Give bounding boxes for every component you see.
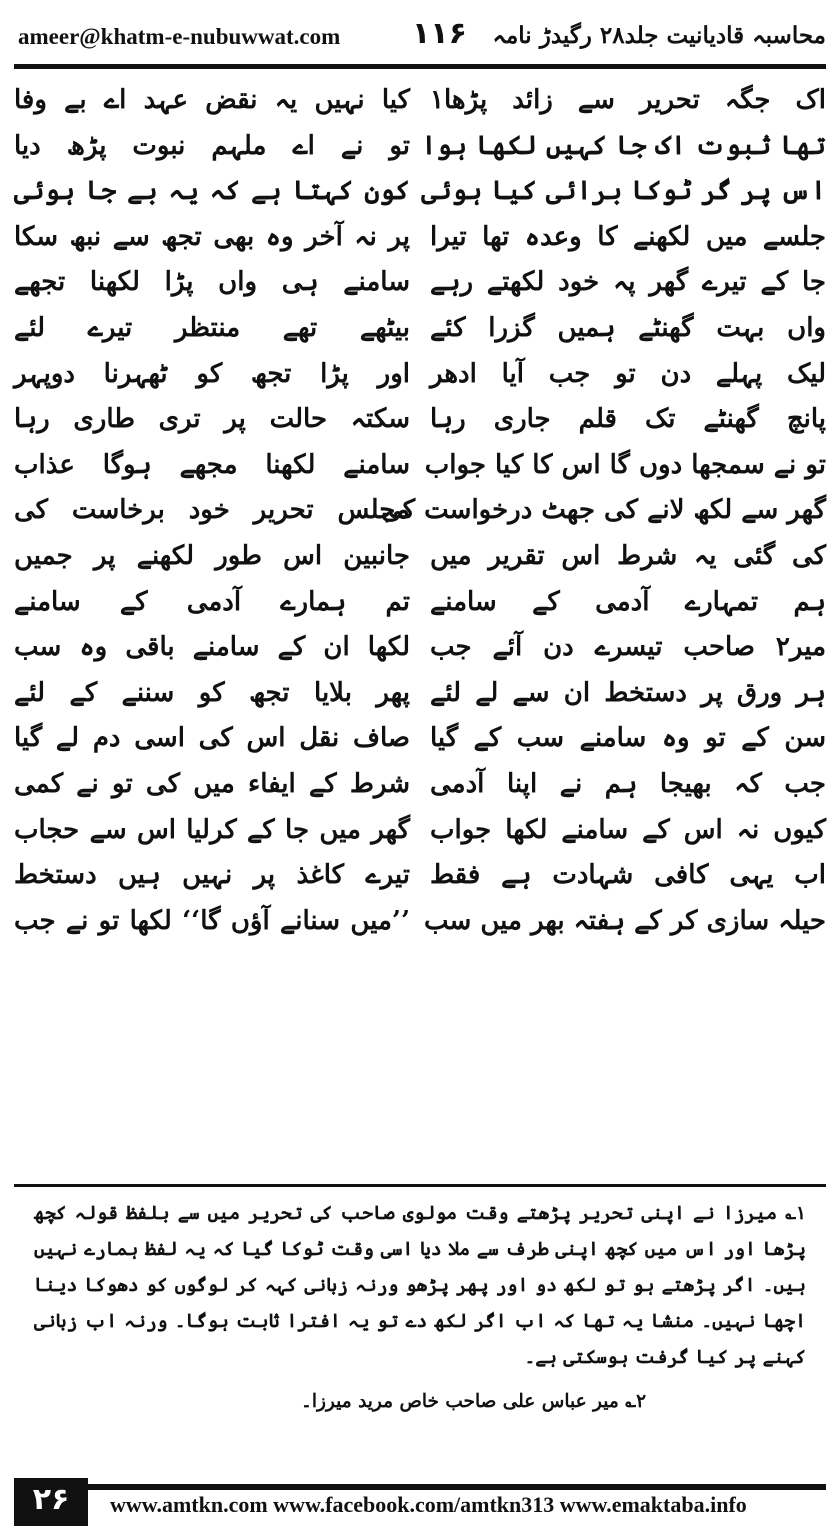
verse-line: پھر بلایا تجھ کو سننے کے لئے bbox=[14, 677, 410, 708]
verse-line: صاف نقل اس کی اسی دم لے گیا bbox=[14, 723, 410, 754]
header-rule bbox=[14, 64, 826, 69]
verse-line: ہر ورق پر دستخط ان سے لے لئے bbox=[430, 677, 826, 708]
verse-line: اب یہی کافی شہادت ہے فقط bbox=[430, 860, 826, 891]
verse-line: مجلس تحریر خود برخاست کی bbox=[14, 495, 410, 526]
verse-line: پانچ گھنٹے تک قلم جاری رہا bbox=[430, 404, 826, 435]
verse-line: کی گئی یہ شرط اس تقریر میں bbox=[430, 540, 826, 571]
verse-line: کون کہتا ہے کہ یہ بے جا ہوئی bbox=[14, 176, 410, 207]
verse-line: سن کے تو وہ سامنے سب کے گیا bbox=[430, 723, 826, 754]
poem-body bbox=[14, 78, 826, 1173]
footnote-2-text: میر عباس علی صاحب خاص مرید میرزا۔ bbox=[301, 1391, 619, 1412]
poem-left-column bbox=[14, 78, 410, 944]
verse-line: سامنے لکھنا مجھے ہوگا عذاب bbox=[14, 449, 410, 480]
verse-line: حیلہ سازی کر کے ہفتہ بھر میں سب bbox=[424, 905, 826, 936]
verse-line: واں بہت گھنٹے ہمیں گزرا کئے bbox=[430, 312, 826, 343]
poem-right-column bbox=[381, 78, 826, 944]
footnote-1 bbox=[34, 1196, 806, 1376]
verse-line: جب کہ بھیجا ہم نے اپنا آدمی bbox=[430, 768, 826, 799]
verse-line: شرط کے ایفاء میں کی تو نے کمی bbox=[14, 768, 410, 799]
footnote-rule bbox=[14, 1184, 826, 1187]
footer-page-number: ۲۶ bbox=[14, 1478, 88, 1526]
verse-line: ’’میں سنانے آؤں گا‘‘ لکھا تو نے جب bbox=[14, 905, 410, 936]
verse-line: تیرے کاغذ پر نہیں ہیں دستخط bbox=[14, 860, 410, 891]
verse-line: تو نے سمجھا دوں گا اس کا کیا جواب bbox=[424, 449, 826, 480]
header-page-number: ۱۱۶ bbox=[412, 16, 467, 51]
verse-line: لکھا ان کے سامنے باقی وہ سب bbox=[14, 632, 410, 663]
verse-line: تو نے اے ملہم نبوت پڑھ دیا bbox=[14, 130, 410, 161]
footer-links: www.amtkn.com www.facebook.com/amtkn313 www.emaktaba.info bbox=[110, 1492, 747, 1517]
verse-line: لیک پہلے دن تو جب آیا ادھر bbox=[430, 358, 826, 389]
footnote-2-marker: ۲؎ bbox=[625, 1391, 646, 1412]
header-book-title: محاسبہ قادیانیت جلد۲۸ رگیدڑ نامہ bbox=[492, 22, 826, 49]
verse-line: میر۲ صاحب تیسرے دن آئے جب bbox=[430, 632, 826, 663]
verse-line: پر نہ آخر وہ بھی تجھ سے نبھ سکا bbox=[14, 221, 410, 252]
footnotes bbox=[34, 1196, 806, 1420]
verse-line: گھر سے لکھ لانے کی جھٹ درخواست کی bbox=[381, 495, 826, 526]
verse-line: ہم تمہارے آدمی کے سامنے bbox=[430, 586, 826, 617]
header-email: ameer@khatm-e-nubuwwat.com bbox=[18, 24, 341, 49]
verse-line: جانبین اس طور لکھنے پر جمیں bbox=[14, 540, 410, 571]
verse-line: جا کے تیرے گھر پہ خود لکھتے رہے bbox=[430, 267, 826, 298]
verse-line: سامنے ہی واں پڑا لکھنا تجھے bbox=[14, 267, 410, 298]
verse-line: تھا ثبوت اک جا کہیں لکھا ہوا bbox=[421, 130, 826, 161]
page-footer bbox=[14, 1478, 826, 1526]
verse-line: بیٹھے تھے منتظر تیرے لئے bbox=[14, 312, 410, 343]
page-header bbox=[14, 14, 826, 62]
verse-line: کیوں نہ اس کے سامنے لکھا جواب bbox=[430, 814, 826, 845]
footnote-1-marker: ۱؎ bbox=[785, 1203, 806, 1224]
verse-line: گھر میں جا کے کرلیا اس سے حجاب bbox=[14, 814, 410, 845]
footnote-2 bbox=[34, 1384, 806, 1420]
footer-rule bbox=[14, 1484, 826, 1490]
verse-line: اس پر گر ٹوکا برائی کیا ہوئی bbox=[421, 176, 826, 207]
verse-line: تم ہمارے آدمی کے سامنے bbox=[14, 586, 410, 617]
verse-line: سکتہ حالت پر تری طاری رہا bbox=[14, 404, 410, 435]
verse-line: اک جگہ تحریر سے زائد پڑھا۱ bbox=[430, 85, 826, 115]
verse-line: کیا نہیں یہ نقض عہد اے بے وفا bbox=[14, 85, 410, 115]
verse-line: جلسے میں لکھنے کا وعدہ تھا تیرا bbox=[430, 221, 826, 252]
verse-line: اور پڑا تجھ کو ٹھہرنا دوپہر bbox=[14, 358, 410, 389]
footnote-1-text: میرزا نے اپنی تحریر پڑھتے وقت مولوی صاحب کی تحریر میں سے بلفظ قولہ کچھ پڑھا اور اس میں کچھ اپنی طرف سے ملا دیا اسی وقت ٹوکا گیا کہ یہ لفظ ہمارے نہیں ہیں۔ اگر پڑھتے ہو تو لکھ دو اور پھر پڑھو ورنہ زبانی کہہ کر لوگوں کو دھوکا دینا اچھا نہیں۔ منشا یہ تھا کہ اب اگر لکھ دے تو یہ افترا ثابت ہوگا۔ ورنہ اب زبانی کہنے پر کیا گرفت ہوسکتی ہے۔ bbox=[34, 1203, 806, 1368]
